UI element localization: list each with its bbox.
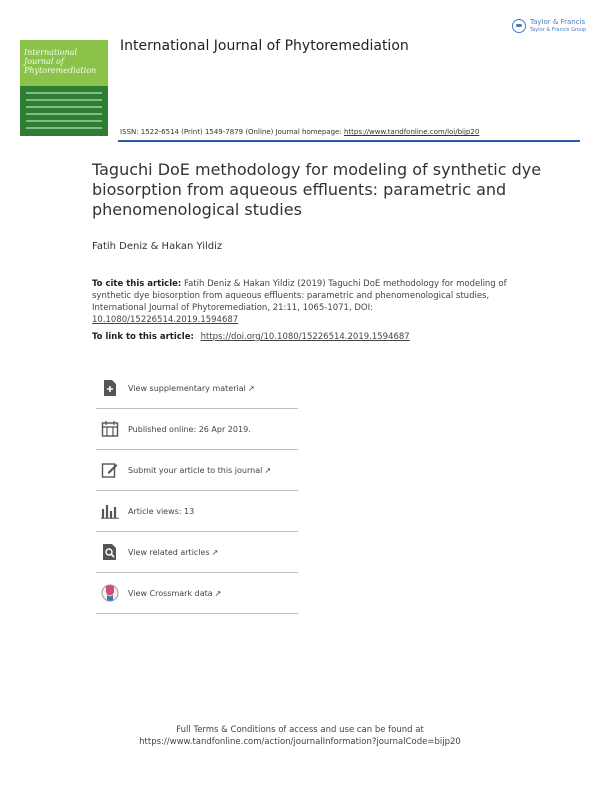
citation-text: Fatih Deniz & Hakan Yildiz (2019) Taguchi DoE methodology for modeling of synthetic dye biosorption from aqueous effluents: parametric and phenomenological studies, International Journal of Phytoremediation, 21:11, 1065-1071, DOI: [92, 279, 507, 313]
article-link-label: To link to this article: [92, 332, 194, 342]
article-doi-link[interactable]: https://doi.org/10.1080/15226514.2019.1594687 [200, 332, 410, 342]
action-label: Submit your article to this journal [128, 465, 263, 475]
footer [0, 724, 600, 748]
article-link-block [92, 332, 410, 342]
cover-decoration [26, 92, 102, 134]
article-authors: Fatih Deniz & Hakan Yildiz [92, 241, 223, 252]
cover-title: International Journal of Phytoremediation [24, 48, 97, 75]
article-title: Taguchi DoE methodology for modeling of synthetic dye biosorption from aqueous effluents: parametric and phenomenological studies [92, 160, 542, 219]
publisher-logo-icon [512, 19, 526, 33]
external-link-icon: ↗ [264, 465, 272, 475]
citation-label: To cite this article: [92, 279, 182, 289]
view-supplementary-link[interactable] [96, 368, 298, 409]
view-crossmark-link[interactable] [96, 573, 298, 614]
submit-article-link[interactable] [96, 450, 298, 491]
publisher-logo[interactable] [512, 18, 586, 34]
calendar-icon [100, 419, 120, 439]
journal-homepage-link[interactable]: https://www.tandfonline.com/loi/bijp20 [343, 128, 480, 136]
published-online-info [96, 409, 298, 450]
bar-chart-icon [100, 501, 120, 521]
crossmark-icon [100, 583, 120, 603]
footer-terms-link[interactable]: https://www.tandfonline.com/action/journalInformation?journalCode=bijp20 [139, 737, 461, 747]
external-link-icon: ↗ [211, 547, 219, 557]
external-link-icon: ↗ [247, 383, 255, 393]
action-label: View supplementary material [128, 383, 246, 393]
search-document-icon [100, 542, 120, 562]
action-label: Article views: 13 [128, 506, 195, 516]
citation-block [92, 278, 512, 326]
publisher-name: Taylor & Francis [530, 18, 586, 26]
footer-terms-text: Full Terms & Conditions of access and use can be found at [176, 725, 424, 735]
supplementary-icon [100, 378, 120, 398]
issn-line [120, 128, 479, 136]
citation-doi-link[interactable]: 10.1080/15226514.2019.1594687 [92, 315, 239, 325]
action-label: View Crossmark data [128, 588, 213, 598]
journal-name: International Journal of Phytoremediation [120, 38, 409, 54]
header-divider [118, 140, 580, 142]
action-label: Published online: 26 Apr 2019. [128, 424, 251, 434]
view-related-articles-link[interactable] [96, 532, 298, 573]
edit-icon [100, 460, 120, 480]
action-label: View related articles [128, 547, 210, 557]
article-views-info [96, 491, 298, 532]
issn-text: ISSN: 1522-6514 (Print) 1549-7879 (Online) Journal homepage: [120, 128, 342, 136]
journal-cover-thumbnail [20, 40, 108, 136]
publisher-sub: Taylor & Francis Group [530, 27, 587, 33]
external-link-icon: ↗ [214, 588, 222, 598]
